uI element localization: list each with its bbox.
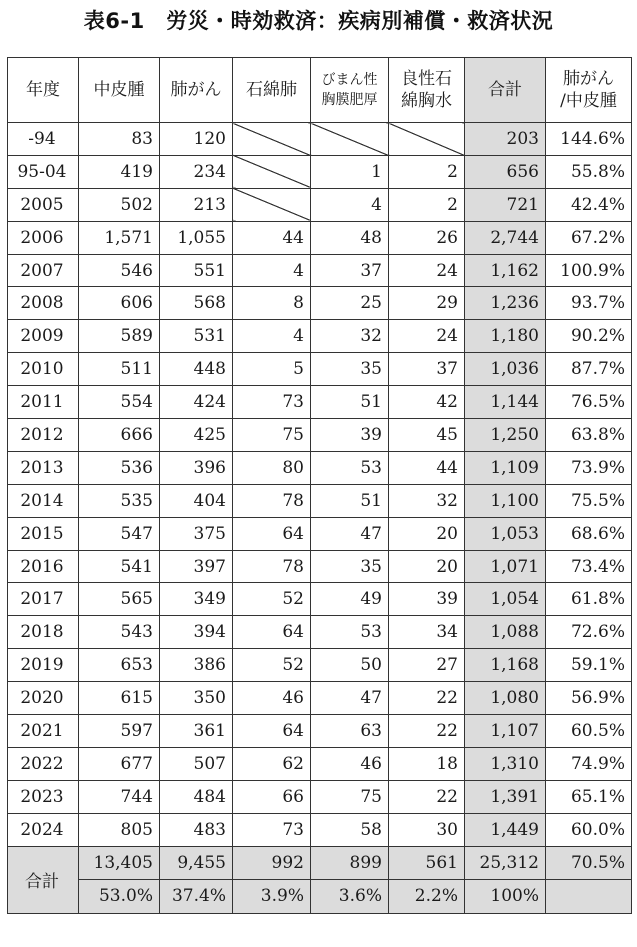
cell-asbestosis-not-applicable: [233, 188, 311, 221]
summary-share-lung: 37.4%: [160, 880, 233, 914]
summary-count-asbestosis: 992: [233, 846, 311, 880]
summary-share-pleural: 3.6%: [311, 880, 389, 914]
cell-year: 2014: [8, 484, 79, 517]
cell-meso: 1,571: [79, 221, 160, 254]
cell-pleural: 46: [311, 747, 389, 780]
summary-count-meso: 13,405: [79, 846, 160, 880]
table-row: [8, 583, 632, 616]
cell-ratio: 74.9%: [546, 747, 632, 780]
summary-share-total: 100%: [465, 880, 546, 914]
cell-year: 2010: [8, 353, 79, 386]
cell-pleural: 4: [311, 188, 389, 221]
cell-lung: 386: [160, 649, 233, 682]
cell-total: 1,168: [465, 649, 546, 682]
cell-pleural: 48: [311, 221, 389, 254]
cell-effusion: 34: [389, 616, 465, 649]
cell-asbestosis: 62: [233, 747, 311, 780]
cell-meso: 541: [79, 550, 160, 583]
cell-pleural-not-applicable: [311, 123, 389, 156]
cell-year: 2008: [8, 287, 79, 320]
table-row: [8, 451, 632, 484]
cell-total: 1,053: [465, 517, 546, 550]
table-row: [8, 123, 632, 156]
page-title: 表6-1 労災・時効救済：疾病別補償・救済状況: [83, 9, 554, 33]
cell-year: 2018: [8, 616, 79, 649]
compensation-table: [7, 57, 632, 914]
table-row: [8, 682, 632, 715]
cell-meso: 589: [79, 320, 160, 353]
summary-share-ratio: [546, 880, 632, 914]
table-row: [8, 188, 632, 221]
cell-ratio: 87.7%: [546, 353, 632, 386]
cell-year: 2011: [8, 386, 79, 419]
cell-lung: 448: [160, 353, 233, 386]
cell-asbestosis: 64: [233, 517, 311, 550]
cell-pleural: 47: [311, 682, 389, 715]
cell-asbestosis: 75: [233, 419, 311, 452]
cell-total: 2,744: [465, 221, 546, 254]
cell-year: 2023: [8, 780, 79, 813]
cell-meso: 546: [79, 254, 160, 287]
cell-meso: 744: [79, 780, 160, 813]
cell-lung: 350: [160, 682, 233, 715]
cell-total: 1,054: [465, 583, 546, 616]
cell-effusion: 26: [389, 221, 465, 254]
cell-asbestosis: 44: [233, 221, 311, 254]
cell-lung: 425: [160, 419, 233, 452]
cell-asbestosis: 4: [233, 254, 311, 287]
cell-lung: 531: [160, 320, 233, 353]
table-row: [8, 386, 632, 419]
summary-count-ratio: 70.5%: [546, 846, 632, 880]
cell-effusion: 22: [389, 780, 465, 813]
cell-pleural: 39: [311, 419, 389, 452]
cell-lung: 361: [160, 715, 233, 748]
header-benign-effusion: [389, 58, 465, 123]
cell-lung: 213: [160, 188, 233, 221]
summary-section: [8, 846, 632, 913]
table-row: [8, 353, 632, 386]
cell-lung: 397: [160, 550, 233, 583]
cell-lung: 484: [160, 780, 233, 813]
header-ratio-line1: 肺がん: [563, 69, 614, 89]
cell-asbestosis: 46: [233, 682, 311, 715]
cell-ratio: 90.2%: [546, 320, 632, 353]
cell-total: 1,071: [465, 550, 546, 583]
cell-effusion: 37: [389, 353, 465, 386]
cell-asbestosis: 73: [233, 386, 311, 419]
cell-total: 656: [465, 155, 546, 188]
cell-effusion: 29: [389, 287, 465, 320]
cell-asbestosis: 52: [233, 649, 311, 682]
cell-year: 2006: [8, 221, 79, 254]
cell-lung: 551: [160, 254, 233, 287]
cell-total: 1,391: [465, 780, 546, 813]
cell-effusion: 42: [389, 386, 465, 419]
cell-total: 1,449: [465, 813, 546, 846]
header-row: [8, 58, 632, 123]
cell-year: 2007: [8, 254, 79, 287]
summary-share-meso: 53.0%: [79, 880, 160, 914]
table-row: [8, 813, 632, 846]
cell-effusion: 20: [389, 517, 465, 550]
summary-row-shares: [8, 880, 632, 914]
cell-asbestosis-not-applicable: [233, 155, 311, 188]
header-total: 合計: [465, 58, 546, 123]
cell-total: 1,180: [465, 320, 546, 353]
header-asbestosis: 石綿肺: [233, 58, 311, 123]
cell-effusion: 18: [389, 747, 465, 780]
cell-total: 1,036: [465, 353, 546, 386]
summary-share-effusion: 2.2%: [389, 880, 465, 914]
cell-pleural: 58: [311, 813, 389, 846]
table-row: [8, 320, 632, 353]
cell-total: 1,310: [465, 747, 546, 780]
cell-asbestosis: 73: [233, 813, 311, 846]
cell-ratio: 56.9%: [546, 682, 632, 715]
cell-asbestosis: 52: [233, 583, 311, 616]
table-row: [8, 649, 632, 682]
cell-pleural: 63: [311, 715, 389, 748]
cell-effusion: 30: [389, 813, 465, 846]
header-pleural-line2: 胸膜肥厚: [321, 92, 378, 108]
cell-meso: 653: [79, 649, 160, 682]
cell-effusion: 2: [389, 155, 465, 188]
cell-year: 2015: [8, 517, 79, 550]
cell-total: 1,109: [465, 451, 546, 484]
cell-meso: 536: [79, 451, 160, 484]
cell-ratio: 73.4%: [546, 550, 632, 583]
cell-asbestosis: 78: [233, 484, 311, 517]
header-year: 年度: [8, 58, 79, 123]
summary-label: 合計: [8, 846, 79, 913]
cell-ratio: 93.7%: [546, 287, 632, 320]
cell-lung: 394: [160, 616, 233, 649]
cell-lung: 234: [160, 155, 233, 188]
cell-asbestosis-not-applicable: [233, 123, 311, 156]
cell-ratio: 76.5%: [546, 386, 632, 419]
cell-pleural: 50: [311, 649, 389, 682]
cell-meso: 554: [79, 386, 160, 419]
cell-ratio: 55.8%: [546, 155, 632, 188]
cell-lung: 424: [160, 386, 233, 419]
table-row: [8, 550, 632, 583]
cell-meso: 502: [79, 188, 160, 221]
cell-effusion: 27: [389, 649, 465, 682]
cell-ratio: 60.5%: [546, 715, 632, 748]
cell-total: 203: [465, 123, 546, 156]
cell-effusion: 22: [389, 715, 465, 748]
cell-ratio: 100.9%: [546, 254, 632, 287]
cell-total: 1,144: [465, 386, 546, 419]
cell-lung: 568: [160, 287, 233, 320]
summary-count-effusion: 561: [389, 846, 465, 880]
cell-ratio: 42.4%: [546, 188, 632, 221]
cell-pleural: 51: [311, 386, 389, 419]
cell-ratio: 144.6%: [546, 123, 632, 156]
cell-asbestosis: 66: [233, 780, 311, 813]
cell-ratio: 65.1%: [546, 780, 632, 813]
table-row: [8, 715, 632, 748]
cell-year: 2021: [8, 715, 79, 748]
cell-total: 1,080: [465, 682, 546, 715]
cell-lung: 1,055: [160, 221, 233, 254]
cell-asbestosis: 64: [233, 715, 311, 748]
cell-asbestosis: 4: [233, 320, 311, 353]
summary-share-asbestosis: 3.9%: [233, 880, 311, 914]
cell-ratio: 61.8%: [546, 583, 632, 616]
table-row: [8, 747, 632, 780]
cell-asbestosis: 64: [233, 616, 311, 649]
cell-year: 2020: [8, 682, 79, 715]
cell-lung: 349: [160, 583, 233, 616]
header-ratio: [546, 58, 632, 123]
cell-total: 721: [465, 188, 546, 221]
header-diffuse-pleural-thickening: [311, 58, 389, 123]
table-body: [8, 123, 632, 847]
cell-ratio: 75.5%: [546, 484, 632, 517]
cell-effusion: 44: [389, 451, 465, 484]
cell-year: 2013: [8, 451, 79, 484]
table-row: [8, 780, 632, 813]
cell-year: 2022: [8, 747, 79, 780]
cell-asbestosis: 80: [233, 451, 311, 484]
summary-count-total: 25,312: [465, 846, 546, 880]
table-row: [8, 517, 632, 550]
cell-ratio: 68.6%: [546, 517, 632, 550]
header-lung-cancer: 肺がん: [160, 58, 233, 123]
cell-total: 1,162: [465, 254, 546, 287]
cell-meso: 419: [79, 155, 160, 188]
cell-year: -94: [8, 123, 79, 156]
cell-effusion: 24: [389, 320, 465, 353]
cell-asbestosis: 5: [233, 353, 311, 386]
table-row: [8, 254, 632, 287]
header-mesothelioma: 中皮腫: [79, 58, 160, 123]
cell-effusion: 32: [389, 484, 465, 517]
cell-ratio: 72.6%: [546, 616, 632, 649]
cell-year: 2005: [8, 188, 79, 221]
cell-lung: 404: [160, 484, 233, 517]
cell-effusion: 2: [389, 188, 465, 221]
cell-effusion: 22: [389, 682, 465, 715]
cell-meso: 805: [79, 813, 160, 846]
summary-count-lung: 9,455: [160, 846, 233, 880]
cell-pleural: 1: [311, 155, 389, 188]
cell-lung: 120: [160, 123, 233, 156]
cell-total: 1,100: [465, 484, 546, 517]
table-row: [8, 287, 632, 320]
cell-asbestosis: 8: [233, 287, 311, 320]
cell-ratio: 60.0%: [546, 813, 632, 846]
cell-effusion: 24: [389, 254, 465, 287]
cell-ratio: 63.8%: [546, 419, 632, 452]
cell-lung: 483: [160, 813, 233, 846]
cell-year: 2012: [8, 419, 79, 452]
cell-pleural: 47: [311, 517, 389, 550]
cell-pleural: 53: [311, 451, 389, 484]
cell-year: 95-04: [8, 155, 79, 188]
cell-pleural: 51: [311, 484, 389, 517]
cell-total: 1,088: [465, 616, 546, 649]
cell-meso: 666: [79, 419, 160, 452]
cell-year: 2009: [8, 320, 79, 353]
cell-lung: 507: [160, 747, 233, 780]
header-effusion-line1: 良性石: [401, 69, 452, 89]
table-row: [8, 419, 632, 452]
cell-total: 1,236: [465, 287, 546, 320]
cell-effusion: 45: [389, 419, 465, 452]
cell-total: 1,250: [465, 419, 546, 452]
cell-effusion: 39: [389, 583, 465, 616]
summary-row-counts: [8, 846, 632, 880]
cell-pleural: 75: [311, 780, 389, 813]
table-row: [8, 616, 632, 649]
cell-meso: 615: [79, 682, 160, 715]
table-row: [8, 484, 632, 517]
cell-pleural: 32: [311, 320, 389, 353]
table-row: [8, 155, 632, 188]
header-effusion-line2: 綿胸水: [401, 91, 452, 111]
cell-effusion-not-applicable: [389, 123, 465, 156]
cell-meso: 511: [79, 353, 160, 386]
cell-pleural: 53: [311, 616, 389, 649]
cell-lung: 396: [160, 451, 233, 484]
summary-count-pleural: 899: [311, 846, 389, 880]
cell-meso: 83: [79, 123, 160, 156]
cell-meso: 535: [79, 484, 160, 517]
cell-pleural: 35: [311, 353, 389, 386]
cell-pleural: 49: [311, 583, 389, 616]
cell-total: 1,107: [465, 715, 546, 748]
cell-year: 2019: [8, 649, 79, 682]
cell-meso: 597: [79, 715, 160, 748]
cell-pleural: 37: [311, 254, 389, 287]
cell-meso: 606: [79, 287, 160, 320]
cell-ratio: 59.1%: [546, 649, 632, 682]
cell-ratio: 67.2%: [546, 221, 632, 254]
cell-pleural: 35: [311, 550, 389, 583]
cell-ratio: 73.9%: [546, 451, 632, 484]
cell-year: 2017: [8, 583, 79, 616]
cell-meso: 543: [79, 616, 160, 649]
cell-pleural: 25: [311, 287, 389, 320]
cell-effusion: 20: [389, 550, 465, 583]
table-row: [8, 221, 632, 254]
cell-meso: 547: [79, 517, 160, 550]
cell-meso: 677: [79, 747, 160, 780]
header-ratio-line2: /中皮腫: [560, 91, 617, 111]
header-pleural-line1: びまん性: [321, 72, 378, 88]
cell-lung: 375: [160, 517, 233, 550]
cell-meso: 565: [79, 583, 160, 616]
cell-year: 2016: [8, 550, 79, 583]
cell-year: 2024: [8, 813, 79, 846]
cell-asbestosis: 78: [233, 550, 311, 583]
